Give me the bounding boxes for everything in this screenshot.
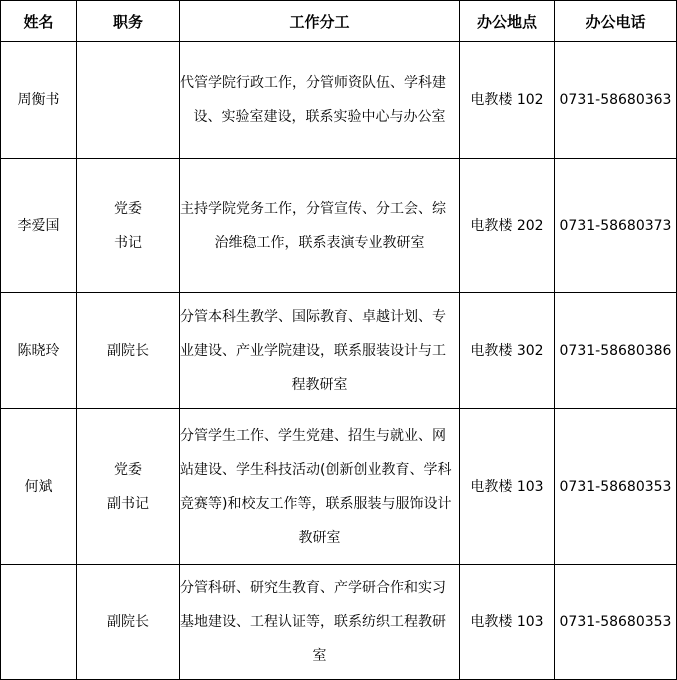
- cell-office: 电教楼 103: [460, 409, 555, 565]
- position-line: 党委: [114, 200, 142, 217]
- duties-text: 分管学生工作、学生党建、招生与就业、网站建设、学生科技活动(创新创业教育、学科竞赛等)和校友工作等，联系服装与服饰设计教研室: [180, 427, 452, 546]
- cell-duties: [180, 159, 460, 293]
- cell-phone: 0731-58680353: [555, 565, 677, 680]
- duties-text: 分管本科生教学、国际教育、卓越计划、专业建设、产业学院建设，联系服装设计与工程教研室: [180, 308, 446, 393]
- cell-position: [77, 409, 180, 565]
- cell-name: 何斌: [1, 409, 77, 565]
- cell-position: [77, 42, 180, 159]
- position-line: 副院长: [107, 614, 149, 630]
- table-row: [1, 409, 677, 565]
- cell-phone: 0731-58680363: [555, 42, 677, 159]
- duties-text: 分管科研、研究生教育、产学研合作和实习基地建设、工程认证等，联系纺织工程教研室: [180, 580, 446, 664]
- cell-duties: [180, 565, 460, 680]
- table-row: [1, 293, 677, 409]
- cell-duties: [180, 293, 460, 409]
- position-line: 副书记: [107, 495, 149, 512]
- cell-phone: 0731-58680373: [555, 159, 677, 293]
- header-position: 职务: [77, 1, 180, 42]
- cell-office: 电教楼 102: [460, 42, 555, 159]
- cell-position: [77, 293, 180, 409]
- cell-duties: [180, 409, 460, 565]
- cell-phone: 0731-58680386: [555, 293, 677, 409]
- position-line: 书记: [114, 234, 142, 251]
- header-name: 姓名: [1, 1, 77, 42]
- position-line: 副院长: [107, 342, 149, 359]
- cell-name: 陈晓玲: [1, 293, 77, 409]
- duties-text: 主持学院党务工作，分管宣传、分工会、综治维稳工作，联系表演专业教研室: [180, 200, 446, 251]
- table-row: [1, 42, 677, 159]
- cell-name: 周衡书: [1, 42, 77, 159]
- cell-office: 电教楼 103: [460, 565, 555, 680]
- header-office: 办公地点: [460, 1, 555, 42]
- cell-position: [77, 565, 180, 680]
- cell-duties: [180, 42, 460, 159]
- cell-name: [1, 565, 77, 680]
- duties-text: 代管学院行政工作，分管师资队伍、学科建设、实验室建设，联系实验中心与办公室: [180, 75, 446, 125]
- table-row: [1, 159, 677, 293]
- cell-office: 电教楼 302: [460, 293, 555, 409]
- cell-office: 电教楼 202: [460, 159, 555, 293]
- table-header-row: [1, 1, 677, 42]
- cell-name: 李爱国: [1, 159, 77, 293]
- position-line: 党委: [114, 461, 142, 478]
- header-phone: 办公电话: [555, 1, 677, 42]
- cell-position: [77, 159, 180, 293]
- table-row: [1, 565, 677, 680]
- header-duties: 工作分工: [180, 1, 460, 42]
- cell-phone: 0731-58680353: [555, 409, 677, 565]
